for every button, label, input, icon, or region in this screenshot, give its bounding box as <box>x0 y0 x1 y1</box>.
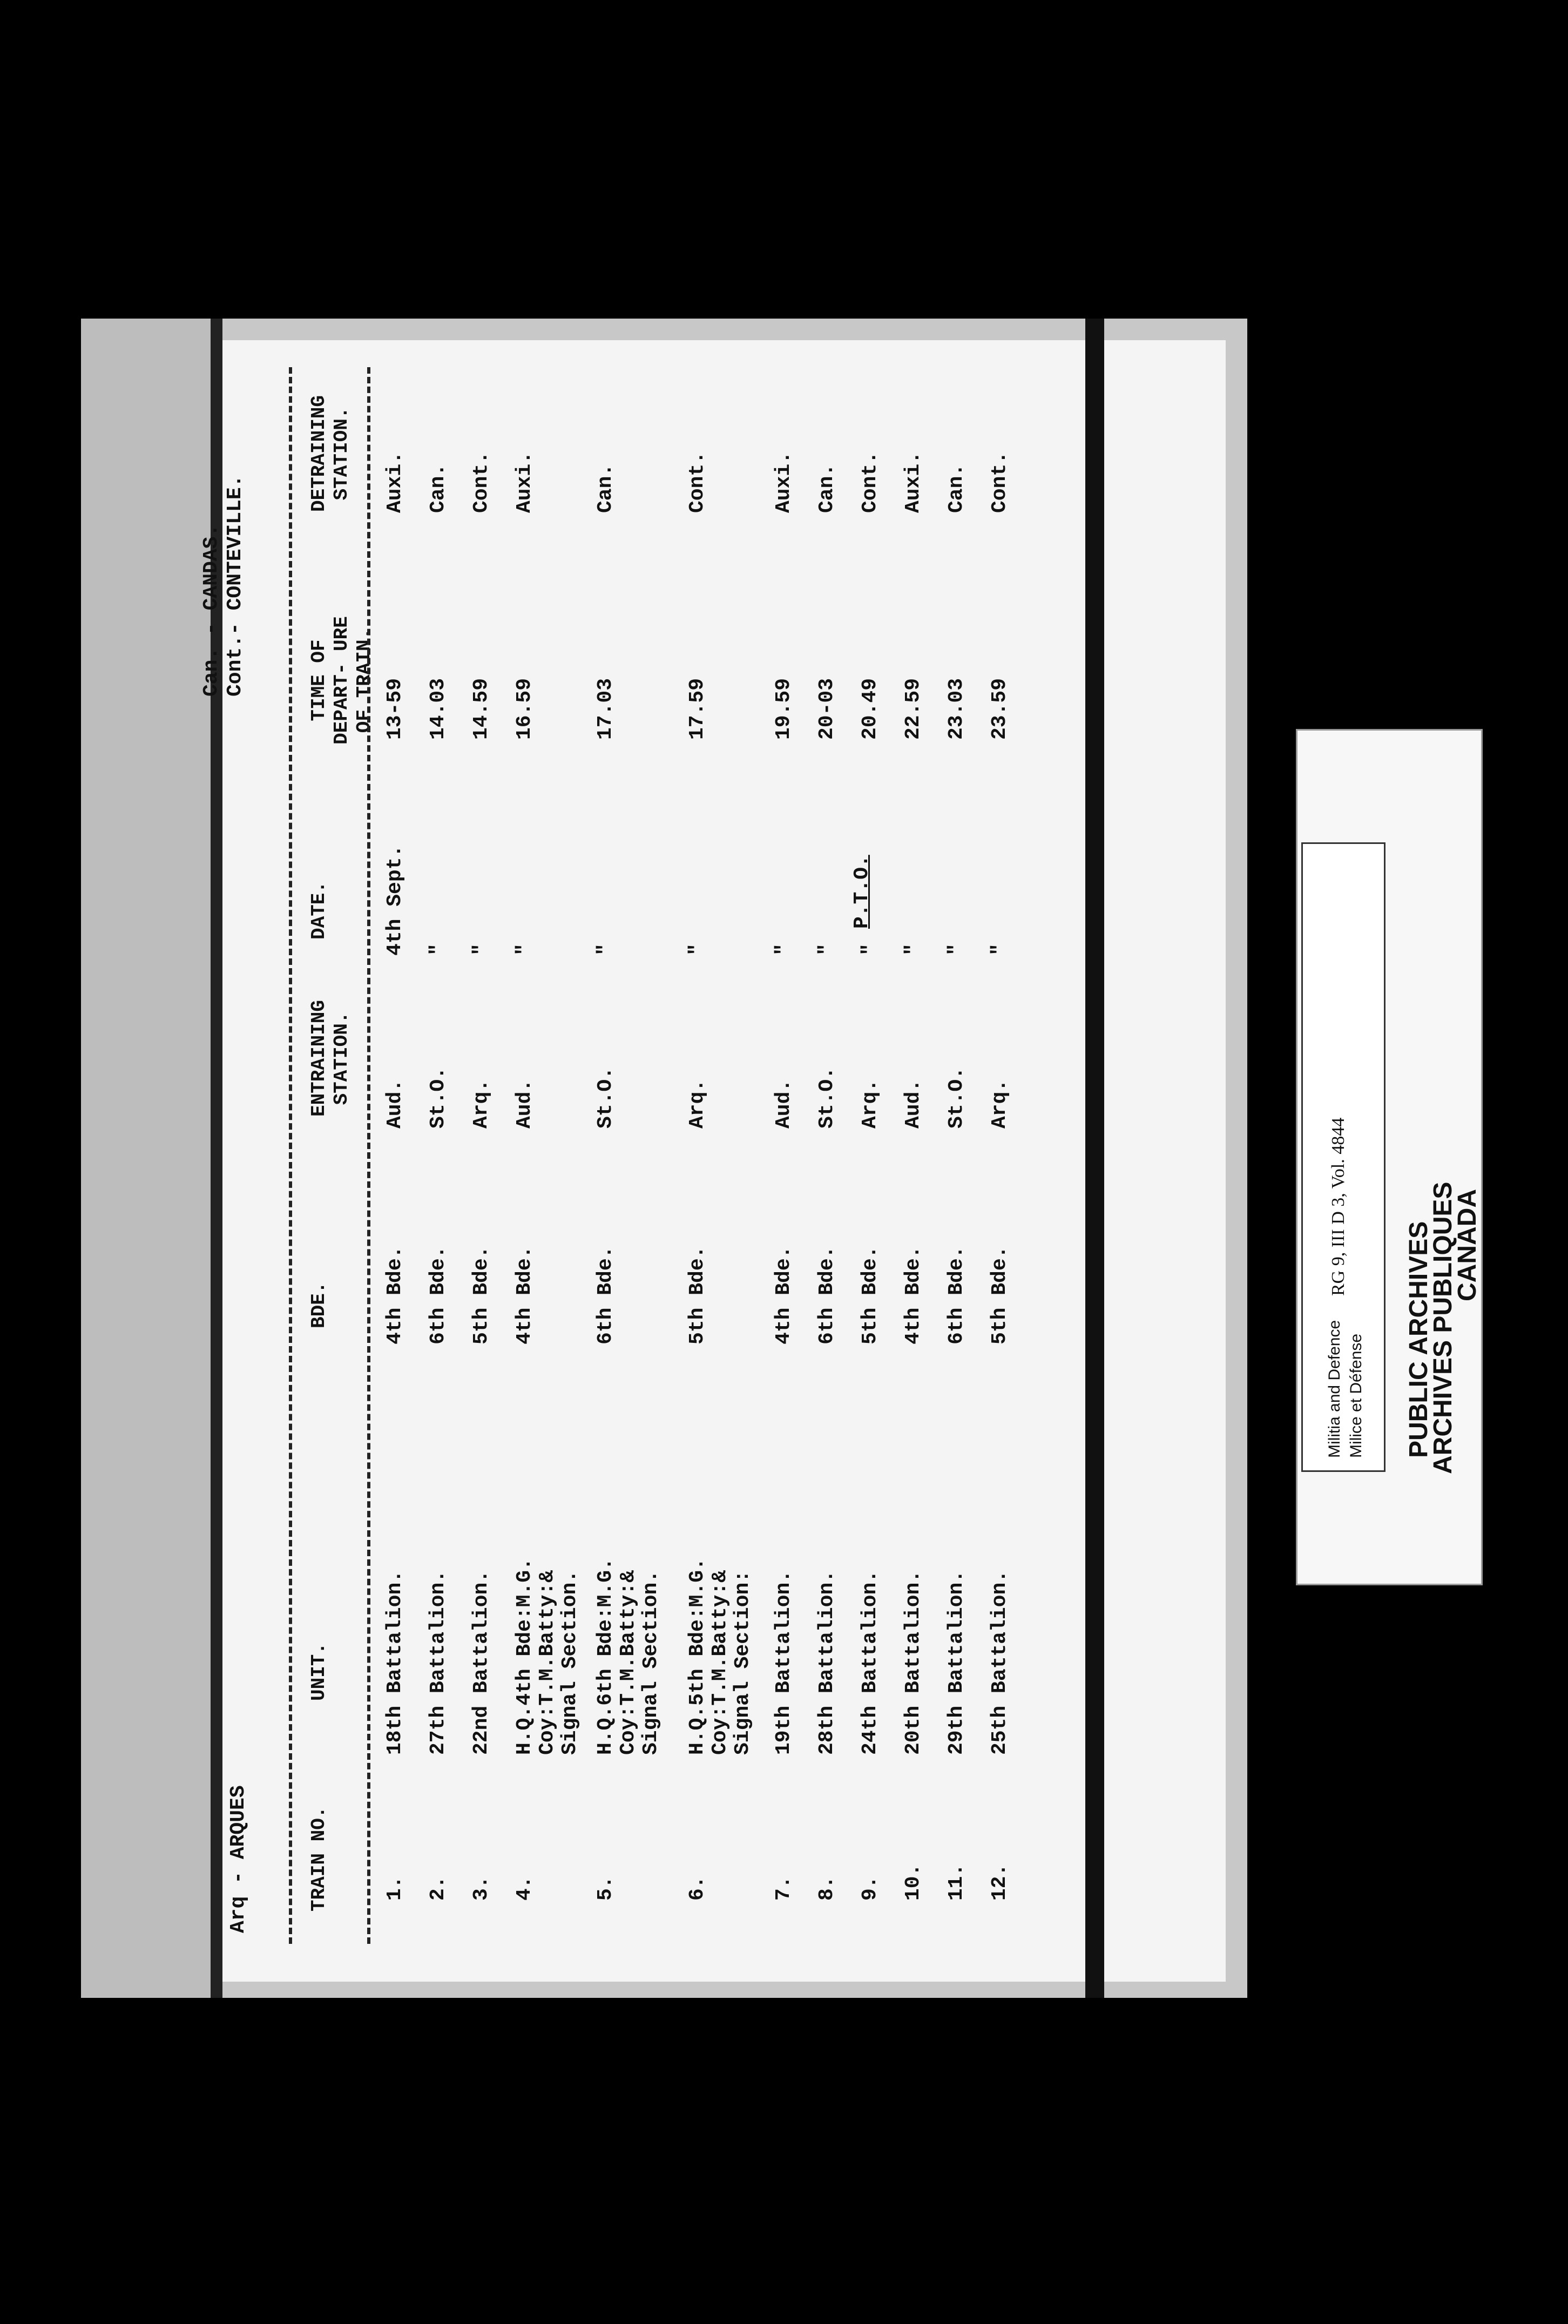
cell-time: 13-59 <box>383 678 407 740</box>
cell-date: " <box>513 943 536 956</box>
cell-ent: Arq. <box>470 1079 493 1129</box>
cell-det: Cont. <box>988 451 1011 513</box>
cell-no: 6. <box>686 1876 709 1901</box>
cell-det: Can. <box>815 463 839 513</box>
cell-unit: 29th Battalion. <box>945 1570 968 1755</box>
dashed-rule-header <box>367 367 370 1944</box>
cell-unit: H.Q.5th Bde:M.G. <box>686 1558 709 1755</box>
cell-det: Can. <box>945 463 968 513</box>
cell-date: " <box>815 943 839 956</box>
cell-unit: 27th Battalion. <box>427 1570 450 1755</box>
col-train-no: TRAIN NO. <box>308 1806 330 1911</box>
cell-time: 14.59 <box>470 678 493 740</box>
cell-time: 17.03 <box>594 678 617 740</box>
cell-ent: Aud. <box>383 1079 407 1129</box>
cell-no: 12. <box>988 1863 1011 1901</box>
cell-bde: 4th Bde. <box>902 1246 925 1345</box>
col-date: DATE. <box>308 881 330 940</box>
cell-bde: 4th Bde. <box>383 1246 407 1345</box>
cell-bde: 6th Bde. <box>427 1246 450 1345</box>
archive-dept-fr: Milice et Défense <box>1347 1333 1365 1458</box>
cell-det: Cont. <box>686 451 709 513</box>
cell-ent: St.O. <box>945 1066 968 1129</box>
cell-det: Auxi. <box>902 451 925 513</box>
cell-bde: 6th Bde. <box>594 1246 617 1345</box>
header-left <box>227 1785 251 1933</box>
dashed-rule-top <box>289 367 292 1944</box>
cell-unit: Signal Section. <box>558 1570 582 1755</box>
cell-det: Auxi. <box>383 451 407 513</box>
cell-unit: Signal Section. <box>639 1570 663 1755</box>
cell-no: 3. <box>470 1876 493 1901</box>
cell-no: 2. <box>427 1876 450 1901</box>
cell-det: Cont. <box>859 451 882 513</box>
cell-ent: Aud. <box>902 1079 925 1129</box>
cell-unit: 25th Battalion. <box>988 1570 1011 1755</box>
cell-unit: 22nd Battalion. <box>470 1570 493 1755</box>
archive-dept-en: Militia and Defence <box>1326 1320 1343 1458</box>
cell-no: 9. <box>859 1876 882 1901</box>
cell-no: 11. <box>945 1863 968 1901</box>
cell-time: 16.59 <box>513 678 536 740</box>
cell-date: " <box>470 943 493 956</box>
col-bde: BDE. <box>308 1281 330 1328</box>
cell-date: " <box>427 943 450 956</box>
header-right <box>200 475 247 697</box>
cell-date: " <box>988 943 1011 956</box>
col-unit: UNIT. <box>308 1642 330 1701</box>
cell-time: 17.59 <box>686 678 709 740</box>
cell-date: " <box>594 943 617 956</box>
archive-name-fr: ARCHIVES PUBLIQUES <box>1429 1181 1457 1474</box>
archive-country: CANADA <box>1453 1189 1482 1301</box>
cell-no: 1. <box>383 1876 407 1901</box>
cell-unit: H.Q.4th Bde:M.G. <box>513 1558 536 1755</box>
cell-det: Auxi. <box>772 451 795 513</box>
cell-no: 4. <box>513 1876 536 1901</box>
cell-time: 20.49 <box>859 678 882 740</box>
cell-time: 20-03 <box>815 678 839 740</box>
header-right-line: Cont.- CONTEVILLE. <box>224 475 247 697</box>
cell-bde: 5th Bde. <box>859 1246 882 1345</box>
cell-time: 22.59 <box>902 678 925 740</box>
cell-unit: Coy:T.M.Batty:& <box>617 1570 640 1755</box>
cell-bde: 5th Bde. <box>470 1246 493 1345</box>
cell-unit: 18th Battalion. <box>383 1570 407 1755</box>
cell-unit: 20th Battalion. <box>902 1570 925 1755</box>
archive-name-en: PUBLIC ARCHIVES <box>1404 1221 1433 1458</box>
cell-ent: St.O. <box>427 1066 450 1129</box>
cell-bde: 5th Bde. <box>686 1246 709 1345</box>
cell-det: Auxi. <box>513 451 536 513</box>
cell-unit: Coy:T.M.Batty:& <box>536 1570 559 1755</box>
cell-bde: 4th Bde. <box>513 1246 536 1345</box>
cell-no: 5. <box>594 1876 617 1901</box>
header-right-line: Can. - CANDAS. <box>200 524 223 697</box>
cell-ent: St.O. <box>815 1066 839 1129</box>
cell-time: 14.03 <box>427 678 450 740</box>
cell-ent: Aud. <box>772 1079 795 1129</box>
cell-time: 23.03 <box>945 678 968 740</box>
col-time-of-departure: TIME OF DEPART- URE OF TRAIN. <box>308 616 375 745</box>
col-entraining-station: ENTRAINING STATION. <box>308 999 353 1117</box>
cell-det: Cont. <box>470 451 493 513</box>
cell-bde: 4th Bde. <box>772 1246 795 1345</box>
cell-ent: St.O. <box>594 1066 617 1129</box>
cell-ent: Arq. <box>988 1079 1011 1129</box>
cell-det: Can. <box>594 463 617 513</box>
cell-unit: Coy:T.M.Batty:& <box>708 1570 732 1755</box>
cell-date: 4th Sept. <box>383 845 407 956</box>
cell-time: 23.59 <box>988 678 1011 740</box>
cell-ent: Aud. <box>513 1079 536 1129</box>
cell-date: " <box>945 943 968 956</box>
cell-ent: Arq. <box>859 1079 882 1129</box>
cell-date: " <box>686 943 709 956</box>
cell-unit: 28th Battalion. <box>815 1570 839 1755</box>
cell-bde: 5th Bde. <box>988 1246 1011 1345</box>
page-turn-note: P.T.O. <box>850 855 874 929</box>
cell-bde: 6th Bde. <box>945 1246 968 1345</box>
cell-unit: Signal Section: <box>731 1570 754 1755</box>
col-detraining-station: DETRAINING STATION. <box>308 395 353 512</box>
cell-date: " <box>772 943 795 956</box>
cell-no: 8. <box>815 1876 839 1901</box>
cell-date: " <box>902 943 925 956</box>
cell-date: " <box>859 943 882 956</box>
cell-bde: 6th Bde. <box>815 1246 839 1345</box>
header-left-line: Arq - ARQUES <box>227 1785 250 1933</box>
cell-det: Can. <box>427 463 450 513</box>
cell-unit: 24th Battalion. <box>859 1570 882 1755</box>
cell-ent: Arq. <box>686 1079 709 1129</box>
cell-unit: 19th Battalion. <box>772 1570 795 1755</box>
cell-unit: H.Q.6th Bde:M.G. <box>594 1558 617 1755</box>
archive-reference: RG 9, III D 3, Vol. 4844 <box>1328 1117 1348 1296</box>
train-schedule-document <box>189 329 1172 1982</box>
cell-no: 7. <box>772 1876 795 1901</box>
cell-no: 10. <box>902 1863 925 1901</box>
cell-time: 19.59 <box>772 678 795 740</box>
